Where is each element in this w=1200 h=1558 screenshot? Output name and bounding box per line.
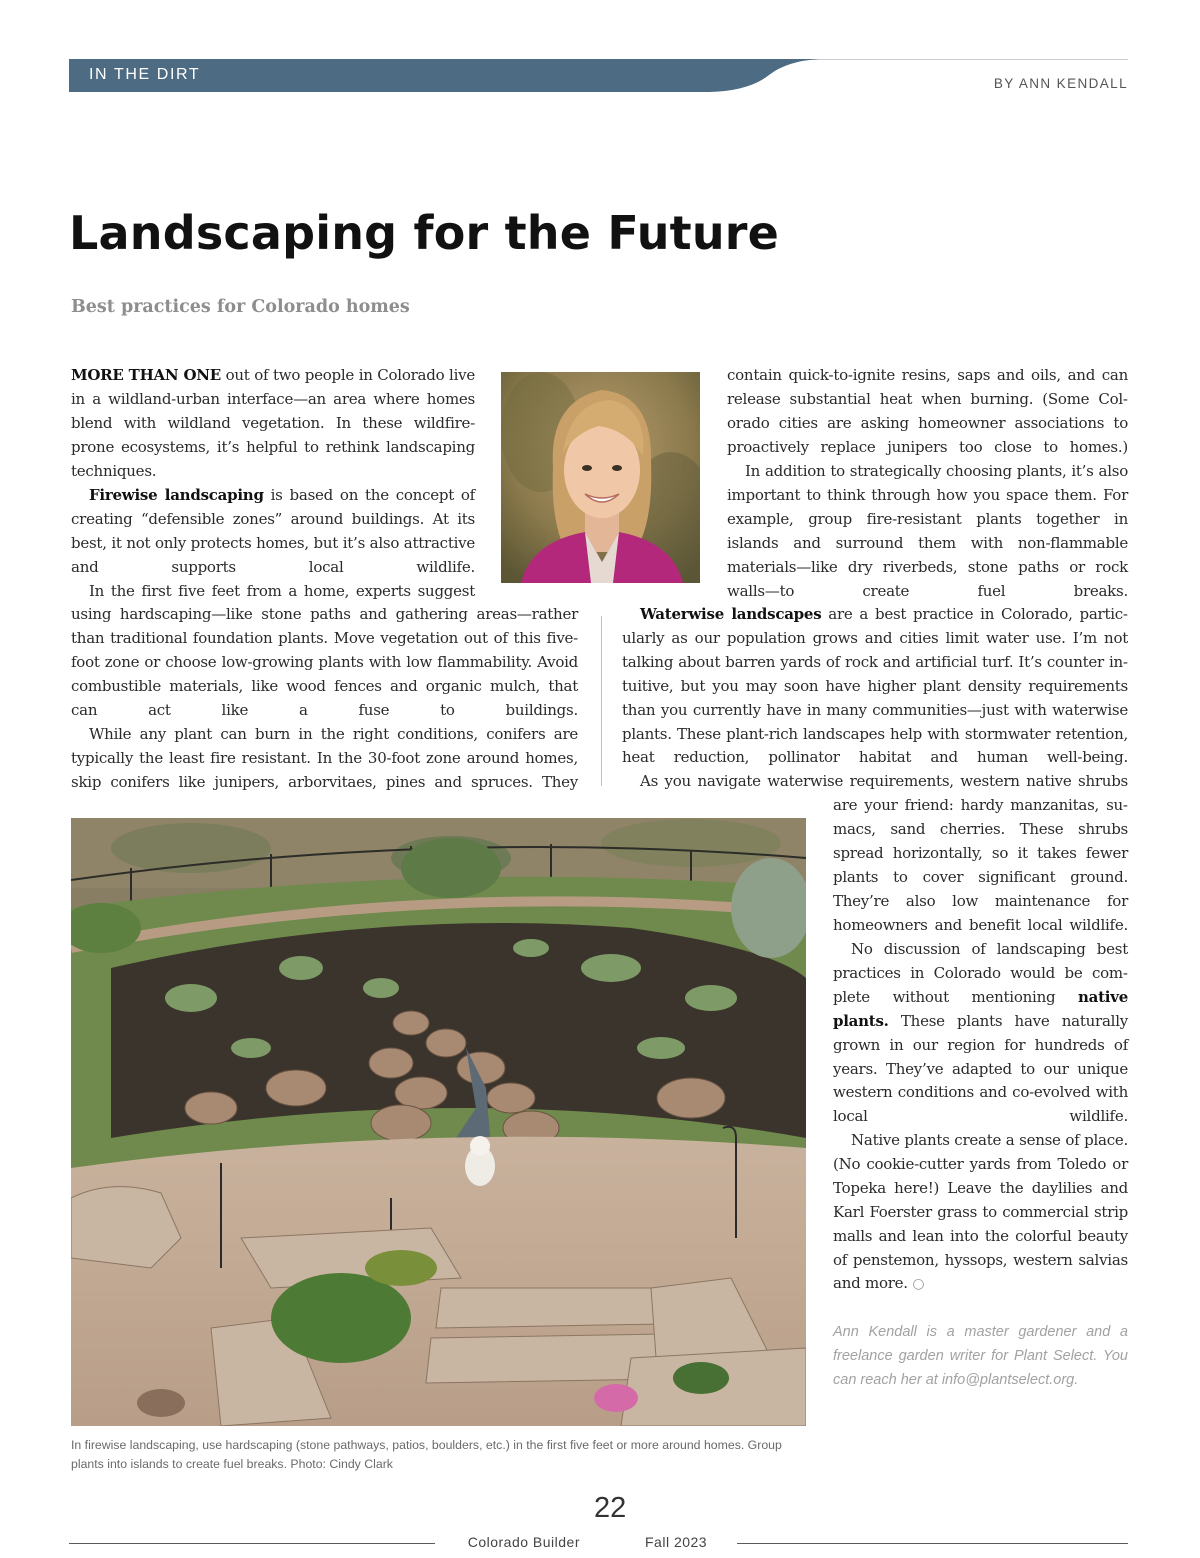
body-paragraph-3-start: In the first five feet from a home, experts suggest (89, 582, 475, 600)
author-bio: Ann Kendall is a master gardener and a freelance garden writer for Plant Select. You can reach her at info@plantselect.org. (833, 1324, 1128, 1388)
footer-rule-right (737, 1543, 1128, 1544)
native-plants-term: native plants. (833, 987, 1128, 1030)
header-rule (782, 59, 1128, 60)
body-paragraph-3-cont: using hardscaping—like stone paths and gathering areas—rather than traditional foundation plants. Move vegetation out of this five-foot zone or choose low-growing plants with low flammability. Avoid combustible materials, like wood fences and organic mulch, that can act like a fuse to buildings. (71, 605, 578, 719)
body-paragraph-5: contain quick-to-ignite resins, saps and oils, and can release substantial heat when burning. (Some Colorado cities are asking homeowner associations to proactively replace junipers too close to homes.) (727, 366, 1128, 456)
firewise-term: Firewise landscaping (89, 486, 264, 504)
footer-publication: Colorado Builder (467, 1534, 580, 1550)
footer-rule-left (69, 1543, 435, 1544)
body-paragraph-2: Firewise landscaping is based on the concept of creating “defensible zones” around buildings. At its best, it not only protects homes, but it’s also attractive and supports local wildlife. (71, 486, 475, 576)
author-portrait (501, 372, 700, 583)
footer-issue: Fall 2023 (645, 1534, 708, 1550)
body-paragraph-1: MORE THAN ONE out of two people in Colorado live in a wildland-urban interface—an area where homes blend with wildland vegetation. In these wildfire-prone ecosystems, it’s helpful to rethink landscaping techniques. (71, 366, 475, 480)
article-title: Landscaping for the Future (69, 206, 780, 260)
page-number: 22 (594, 1492, 627, 1524)
section-label: IN THE DIRT (89, 66, 201, 83)
column-divider (601, 616, 602, 786)
lead-in-text: MORE THAN ONE (71, 366, 221, 384)
body-paragraph-7: Waterwise landscapes are a best practice in Colorado, particularly as our population grows and cities limit water use. I’m not talking about barren yards of rock and artificial turf. It’s counter intuitive, but you may soon have higher plant density requirements than you currently have in many communities—just with waterwise plants. These plant-rich landscapes help with stormwater retention, heat reduction, pollinator habitat and human well-being. (622, 605, 1128, 767)
article-subtitle: Best practices for Colorado homes (71, 297, 410, 317)
body-paragraph-4: While any plant can burn in the right conditions, conifers are typically the least fire resistant. In the 30-foot zone around homes, skip conifers like junipers, arborvitaes, pines and spruces. They (71, 725, 578, 791)
photo-caption: In firewise landscaping, use hardscaping (stone pathways, patios, boulders, etc.) in the first five feet or more around homes. Group plants into islands to create fuel breaks. Photo: Cindy Clark (71, 1438, 782, 1471)
body-paragraph-6: In addition to strategically choosing plants, it’s also important to think through how you space them. For example, group fire-resistant plants together in islands and surround them with non-flammable materials—like dry riverbeds, stone paths or rock walls—to create fuel breaks. (727, 462, 1128, 600)
body-paragraph-8-start: As you navigate waterwise requirements, western native shrubs (640, 772, 1128, 790)
waterwise-term: Waterwise landscapes (640, 605, 822, 623)
end-mark-icon: ○ (912, 1276, 925, 1293)
body-paragraph-8-cont: are your friend: hardy manzanitas, sumacs, sand cherries. These shrubs spread horizontally, so it takes fewer plants to cover significant ground. They’re also low maintenance for homeowners and benefit local wildlife. (833, 796, 1128, 934)
body-paragraph-9: No discussion of landscaping best practices in Colorado would be complete without mentioning native plants. These plants have naturally grown in our region for hundreds of years. They’ve adapted to our unique western conditions and co-evolved with local wildlife. (833, 940, 1128, 1126)
body-paragraph-10: Native plants create a sense of place. (No cookie-cutter yards from Toledo or Topeka here!) Leave the daylilies and Karl Foerster grass to commercial strip malls and lean into the colorful beauty of penstemon, hyssops, western salvias and more. ○ (833, 1131, 1128, 1293)
landscape-photo (71, 818, 806, 1426)
byline: BY ANN KENDALL (993, 76, 1128, 91)
